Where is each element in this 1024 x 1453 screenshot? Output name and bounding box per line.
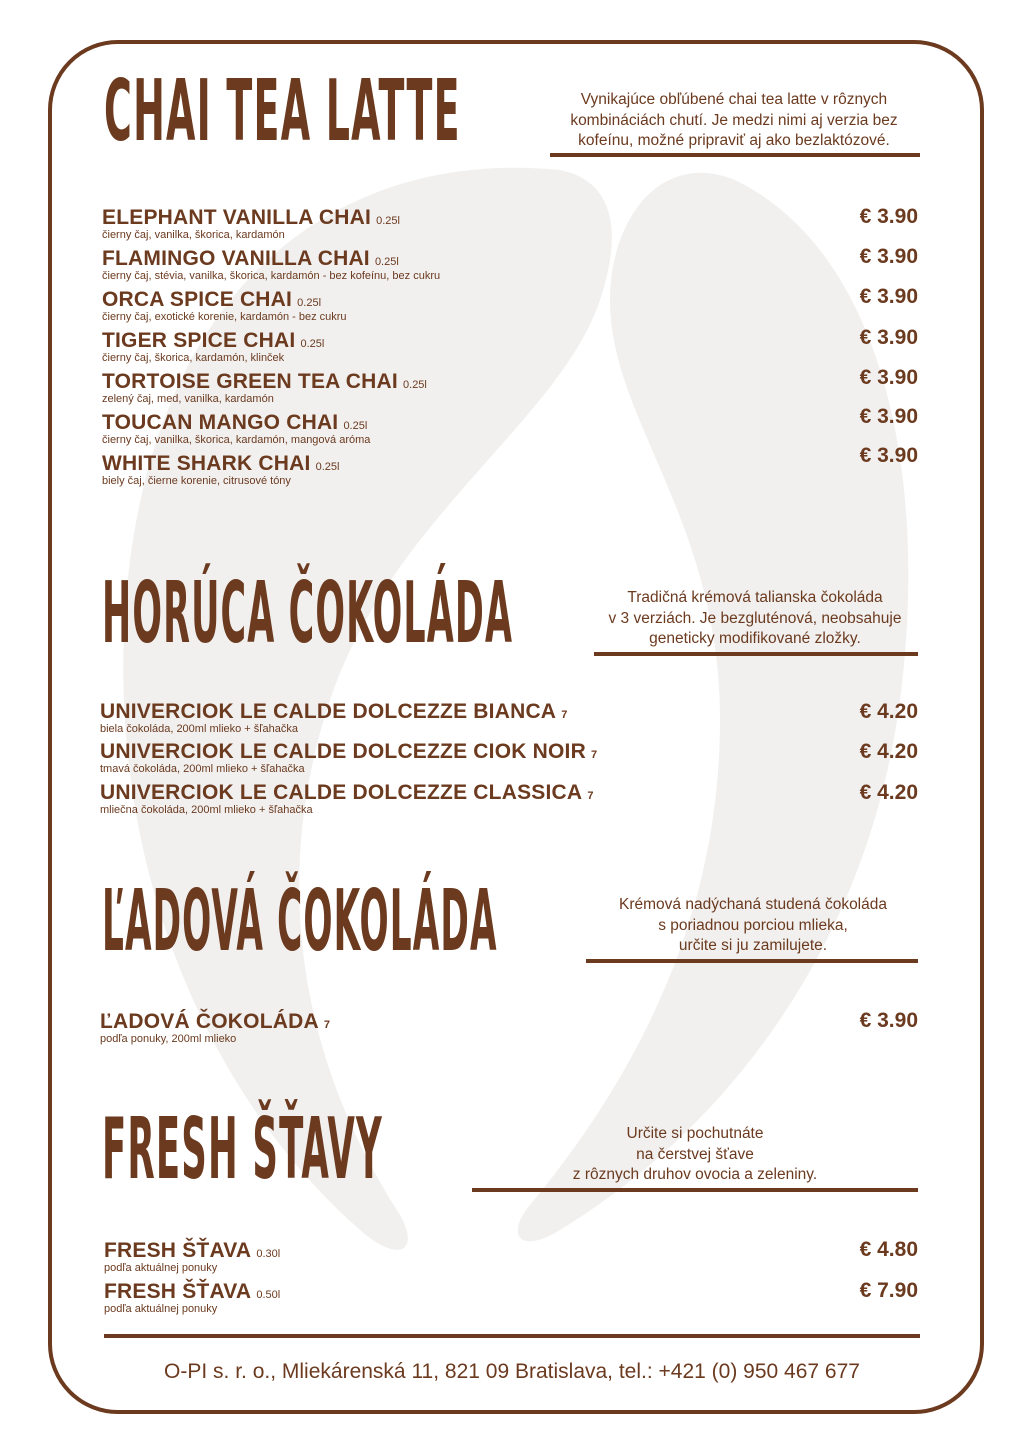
- item-volume: 7: [323, 1019, 331, 1031]
- section-description-chai: [550, 90, 918, 152]
- description-line: Vynikajúce obľúbené chai tea latte v rôznych: [580, 91, 888, 108]
- menu-item: [102, 206, 400, 241]
- item-volume: 0.25l: [343, 420, 368, 432]
- menu-item: [104, 1239, 280, 1274]
- item-name: ORCA SPICE CHAI: [102, 288, 293, 311]
- description-line: kofeínu, možné pripraviť aj ako bezlaktózové.: [578, 132, 890, 149]
- item-price: € 3.90: [859, 285, 918, 308]
- item-description: čierny čaj, škorica, kardamón, klinček: [102, 352, 285, 364]
- item-name: ĽADOVÁ ČOKOLÁDA: [100, 1010, 319, 1033]
- item-price: € 3.90: [859, 1009, 918, 1032]
- item-name: TIGER SPICE CHAI: [102, 329, 296, 352]
- item-price: € 3.90: [859, 205, 918, 228]
- section-description-fresh: [472, 1124, 918, 1186]
- menu-item: [100, 700, 567, 735]
- item-description: podľa ponuky, 200ml mlieko: [100, 1033, 237, 1045]
- item-description: biely čaj, čierne korenie, citrusové tóny: [102, 475, 291, 487]
- menu-item: [100, 740, 597, 775]
- item-price: € 4.20: [859, 781, 918, 804]
- menu-item: [104, 1280, 280, 1315]
- section-divider: [472, 1188, 918, 1192]
- item-price: € 3.90: [859, 245, 918, 268]
- item-name: UNIVERCIOK LE CALDE DOLCEZZE BIANCA: [100, 700, 557, 723]
- item-volume: 7: [561, 709, 568, 721]
- item-volume: 7: [587, 790, 594, 802]
- menu-item: [100, 1010, 330, 1045]
- item-description: podľa aktuálnej ponuky: [104, 1303, 218, 1315]
- section-description-iced-chocolate: [590, 895, 916, 957]
- menu-item: [102, 329, 324, 364]
- section-title-hot-chocolate: HORÚCA ČOKOLÁDA: [102, 564, 514, 664]
- item-price: € 3.90: [859, 405, 918, 428]
- item-price: € 7.90: [859, 1279, 918, 1302]
- item-name: ELEPHANT VANILLA CHAI: [102, 206, 372, 229]
- item-name: UNIVERCIOK LE CALDE DOLCEZZE CLASSICA: [100, 781, 583, 804]
- section-divider: [594, 652, 918, 656]
- item-volume: 0.25l: [300, 338, 325, 350]
- item-volume: 0.25l: [315, 461, 340, 473]
- item-price: € 3.90: [859, 444, 918, 467]
- item-name: TORTOISE GREEN TEA CHAI: [102, 370, 398, 393]
- item-description: čierny čaj, exotické korenie, kardamón - bez cukru: [102, 311, 347, 323]
- item-name: UNIVERCIOK LE CALDE DOLCEZZE CIOK NOIR: [100, 740, 586, 763]
- item-description: biela čokoláda, 200ml mlieko + šľahačka: [100, 723, 298, 735]
- item-description: podľa aktuálnej ponuky: [104, 1262, 218, 1274]
- item-price: € 3.90: [859, 366, 918, 389]
- item-price: € 4.80: [859, 1238, 918, 1261]
- item-volume: 0.25l: [374, 256, 399, 268]
- item-name: TOUCAN MANGO CHAI: [102, 411, 339, 434]
- section-title-chai: CHAI TEA LATTE: [104, 62, 461, 162]
- footer-divider: [104, 1334, 920, 1338]
- description-line: geneticky modifikované zložky.: [649, 630, 861, 647]
- menu-item: [102, 288, 347, 323]
- item-volume: 0.25l: [297, 297, 322, 309]
- item-name: FLAMINGO VANILLA CHAI: [102, 247, 370, 270]
- description-line: s poriadnou porciou mlieka,: [658, 916, 848, 934]
- description-line: v 3 verziách. Je bezgluténová, neobsahuje: [608, 609, 902, 627]
- item-price: € 4.20: [859, 700, 918, 723]
- section-divider: [586, 959, 918, 963]
- item-price: € 4.20: [859, 740, 918, 763]
- description-line: na čerstvej šťave: [636, 1145, 754, 1163]
- section-description-hot-chocolate: [592, 588, 918, 650]
- section-title-fresh: FRESH ŠŤAVY: [102, 1100, 383, 1200]
- menu-item: [102, 452, 339, 487]
- menu-item: [100, 781, 593, 816]
- description-line: Určite si pochutnáte: [626, 1125, 764, 1142]
- item-description: zelený čaj, med, vanilka, kardamón: [102, 393, 274, 405]
- menu-item: [102, 370, 427, 405]
- item-name: FRESH ŠŤAVA: [104, 1280, 252, 1303]
- item-volume: 0.50l: [256, 1289, 281, 1301]
- item-name: WHITE SHARK CHAI: [102, 452, 311, 475]
- item-description: čierny čaj, stévia, vanilka, škorica, kardamón - bez kofeínu, bez cukru: [102, 270, 441, 282]
- item-volume: 0.30l: [256, 1248, 281, 1260]
- section-title-iced-chocolate: ĽADOVÁ ČOKOLÁDA: [102, 872, 498, 972]
- item-volume: 0.25l: [376, 215, 400, 227]
- description-line: určite si ju zamilujete.: [678, 937, 828, 954]
- item-description: mliečna čokoláda, 200ml mlieko + šľahačka: [100, 804, 313, 816]
- item-price: € 3.90: [859, 326, 918, 349]
- item-description: čierny čaj, vanilka, škorica, kardamón, mangová aróma: [102, 434, 371, 446]
- item-volume: 7: [591, 749, 598, 761]
- item-name: FRESH ŠŤAVA: [104, 1239, 252, 1262]
- description-line: Tradičná krémová talianska čokoláda: [627, 589, 883, 606]
- item-volume: 0.25l: [403, 379, 427, 391]
- footer-address: O-PI s. r. o., Mliekárenská 11, 821 09 Bratislava, tel.: +421 (0) 950 467 677: [164, 1360, 860, 1383]
- description-line: kombináciách chutí. Je medzi nimi aj verzia bez: [570, 111, 898, 129]
- description-line: Krémová nadýchaná studená čokoláda: [619, 896, 887, 913]
- description-line: z rôznych druhov ovocia a zeleniny.: [572, 1166, 818, 1183]
- item-description: tmavá čokoláda, 200ml mlieko + šľahačka: [100, 763, 305, 775]
- menu-item: [102, 247, 440, 282]
- menu-item: [102, 411, 370, 446]
- section-divider: [550, 153, 920, 157]
- item-description: čierny čaj, vanilka, škorica, kardamón: [102, 229, 285, 241]
